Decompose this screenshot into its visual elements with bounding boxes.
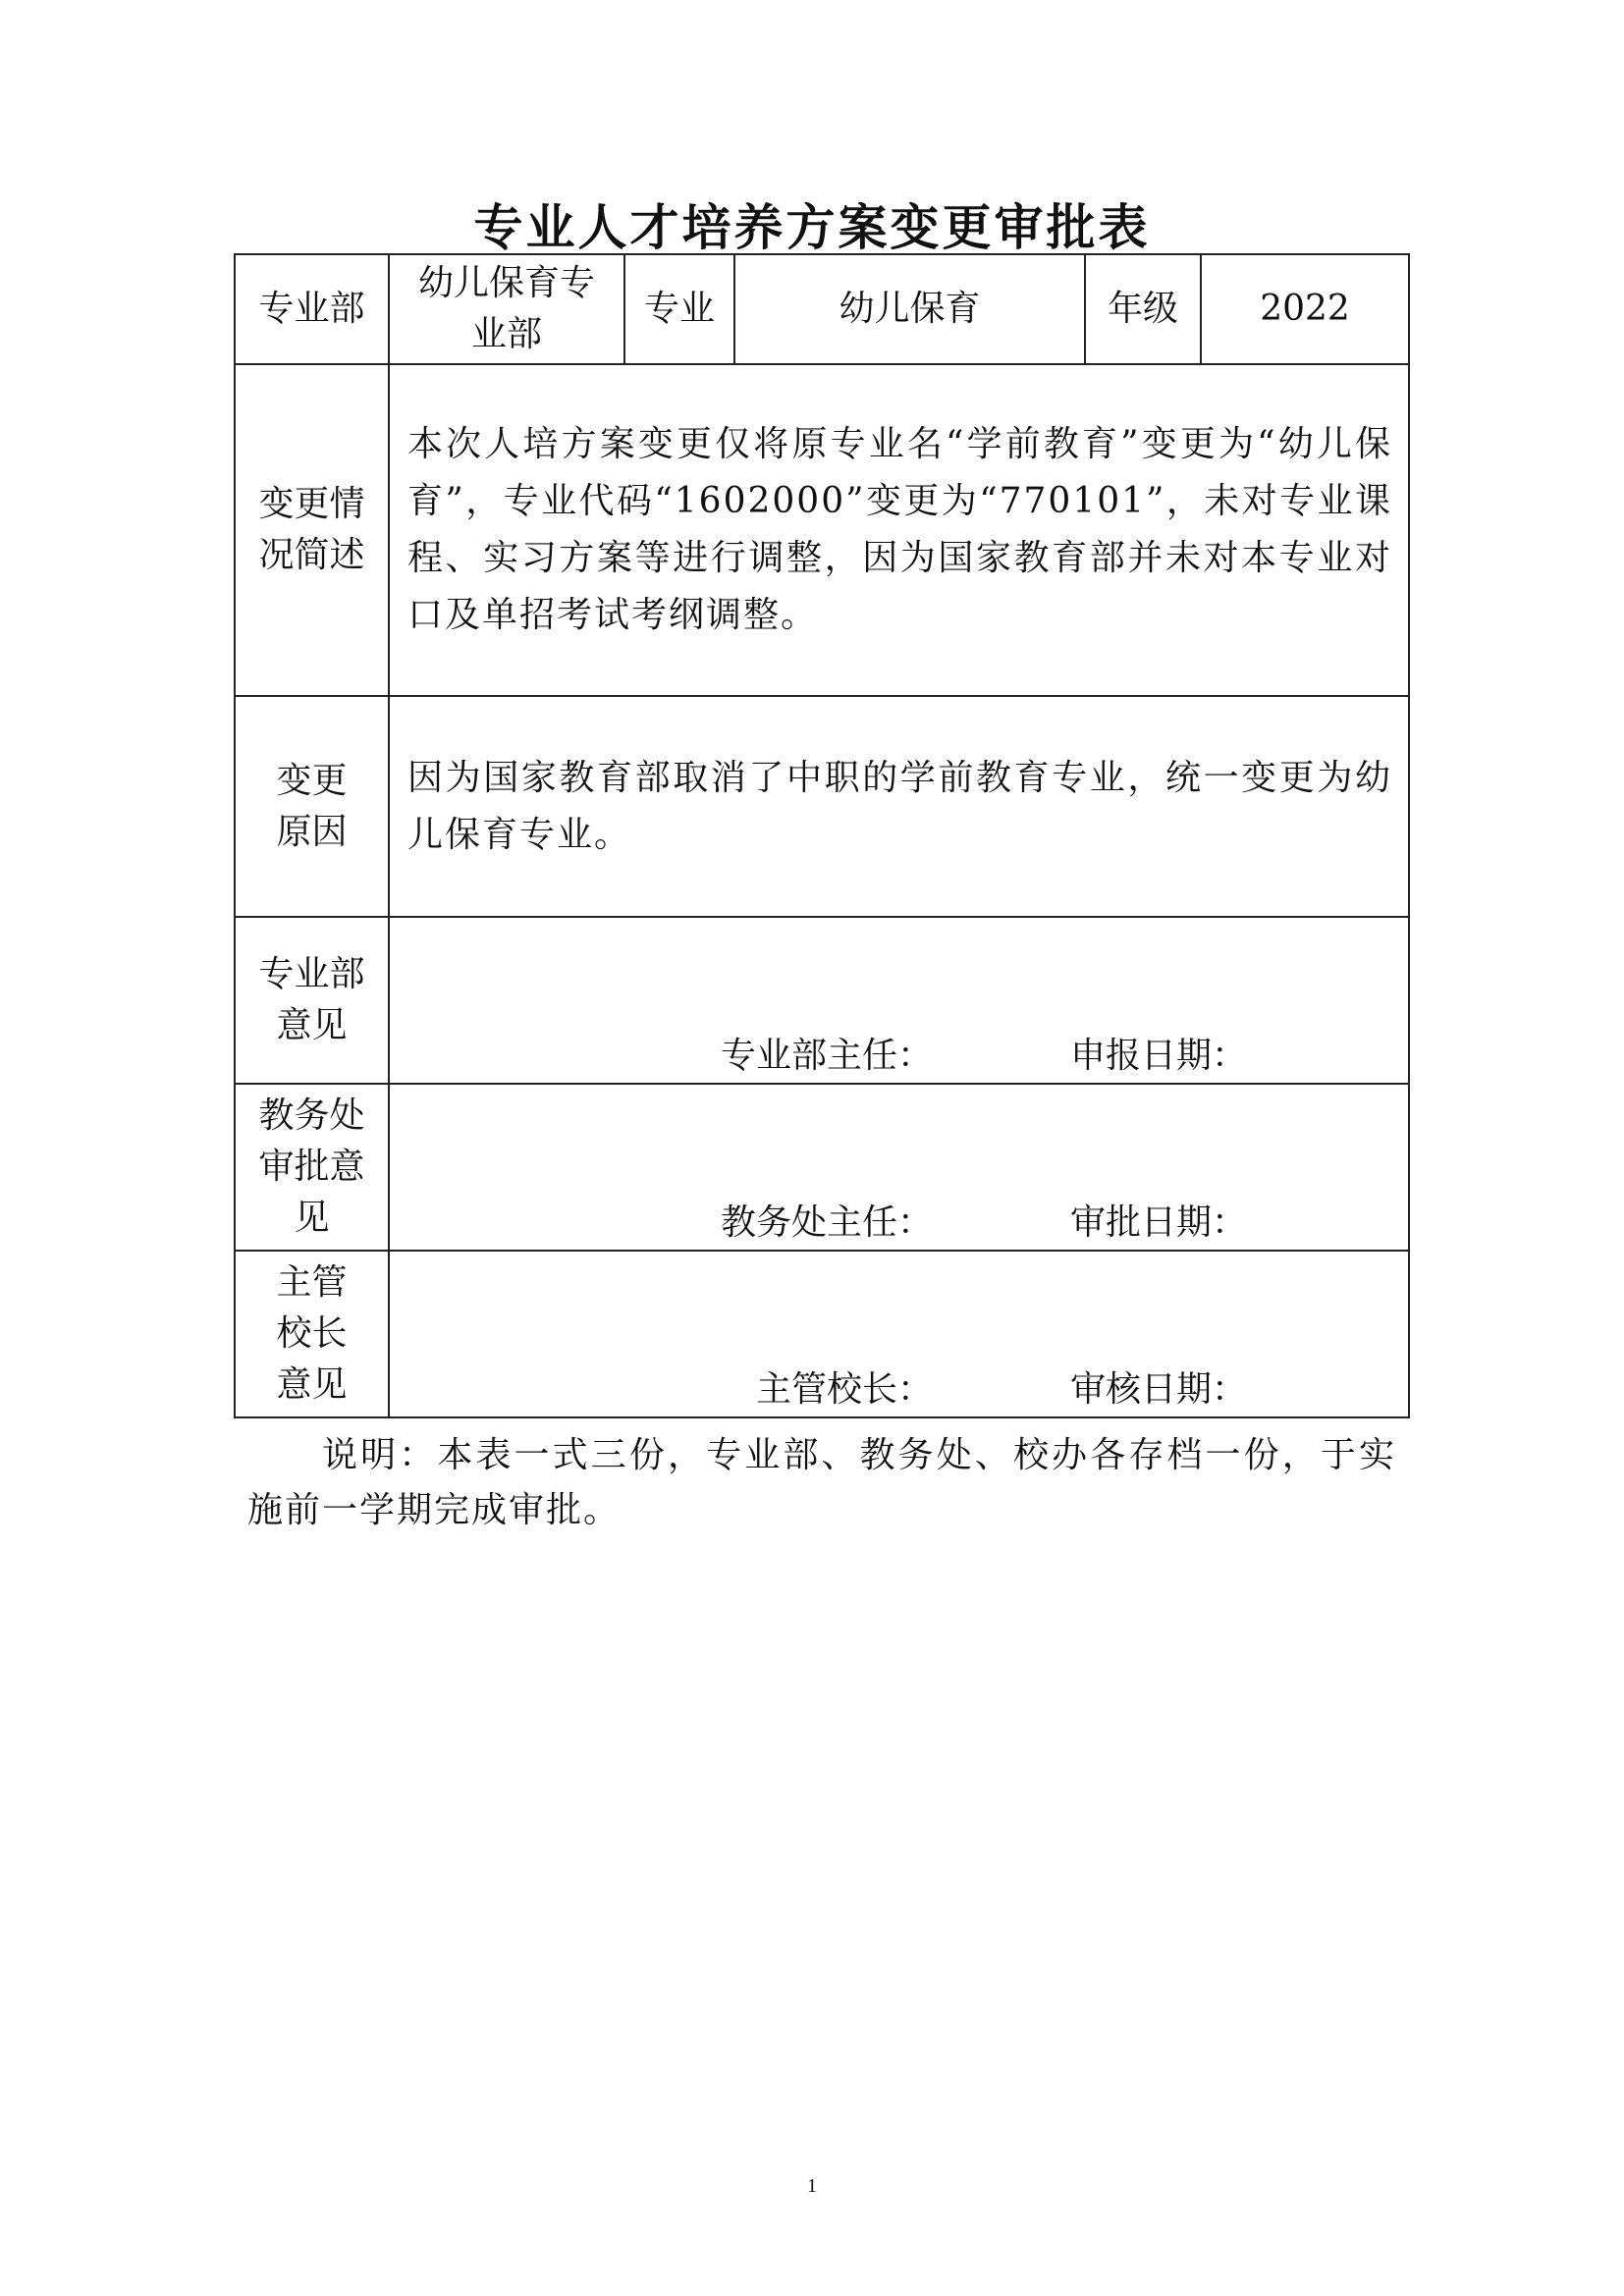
reason-row xyxy=(235,696,1409,917)
dept-label: 专业部 xyxy=(235,254,389,364)
form-title: 专业人才培养方案变更审批表 xyxy=(473,199,1151,256)
dept-submit-date-label: 申报日期： xyxy=(1070,1036,1248,1076)
basic-info-row xyxy=(235,254,1409,364)
reason-text: 因为国家教育部取消了中职的学前教育专业，统一变更为幼儿保育专业。 xyxy=(389,696,1409,917)
dept-opinion-field xyxy=(389,917,1409,1084)
academic-approval-date-label: 审批日期： xyxy=(1070,1202,1248,1243)
dept-opinion-label: 专业部意见 xyxy=(235,917,389,1084)
principal-opinion-field xyxy=(389,1251,1409,1417)
dept-opinion-row xyxy=(235,917,1409,1084)
dept-value: 幼儿保育专业部 xyxy=(389,254,624,364)
grade-value: 2022 xyxy=(1201,254,1409,364)
academic-opinion-row xyxy=(235,1084,1409,1251)
page-number: 1 xyxy=(807,2175,817,2197)
summary-row xyxy=(235,364,1409,696)
academic-head-signature-label: 教务处主任： xyxy=(721,1202,934,1243)
summary-label: 变更情况简述 xyxy=(235,364,389,696)
summary-text: 本次人培方案变更仅将原专业名“学前教育”变更为“幼儿保育”，专业代码“1602000”变更为“770101”，未对专业课程、实习方案等进行调整，因为国家教育部并未对本专业对口及单招考试考纲调整。 xyxy=(389,364,1409,696)
major-label: 专业 xyxy=(624,254,734,364)
academic-opinion-field xyxy=(389,1084,1409,1251)
approval-form-table xyxy=(234,253,1410,1418)
form-note: 说明：本表一式三份，专业部、教务处、校办各存档一份，于实施前一学期完成审批。 xyxy=(247,1435,1396,1530)
principal-review-date-label: 审核日期： xyxy=(1070,1369,1248,1410)
major-value: 幼儿保育 xyxy=(734,254,1085,364)
academic-opinion-label: 教务处审批意见 xyxy=(235,1084,389,1251)
grade-label: 年级 xyxy=(1085,254,1201,364)
reason-label: 变更原因 xyxy=(235,696,389,917)
dept-head-signature-label: 专业部主任： xyxy=(721,1036,934,1076)
principal-signature-label: 主管校长： xyxy=(756,1369,934,1410)
principal-opinion-row xyxy=(235,1251,1409,1417)
principal-opinion-label: 主管校长意见 xyxy=(235,1251,389,1417)
